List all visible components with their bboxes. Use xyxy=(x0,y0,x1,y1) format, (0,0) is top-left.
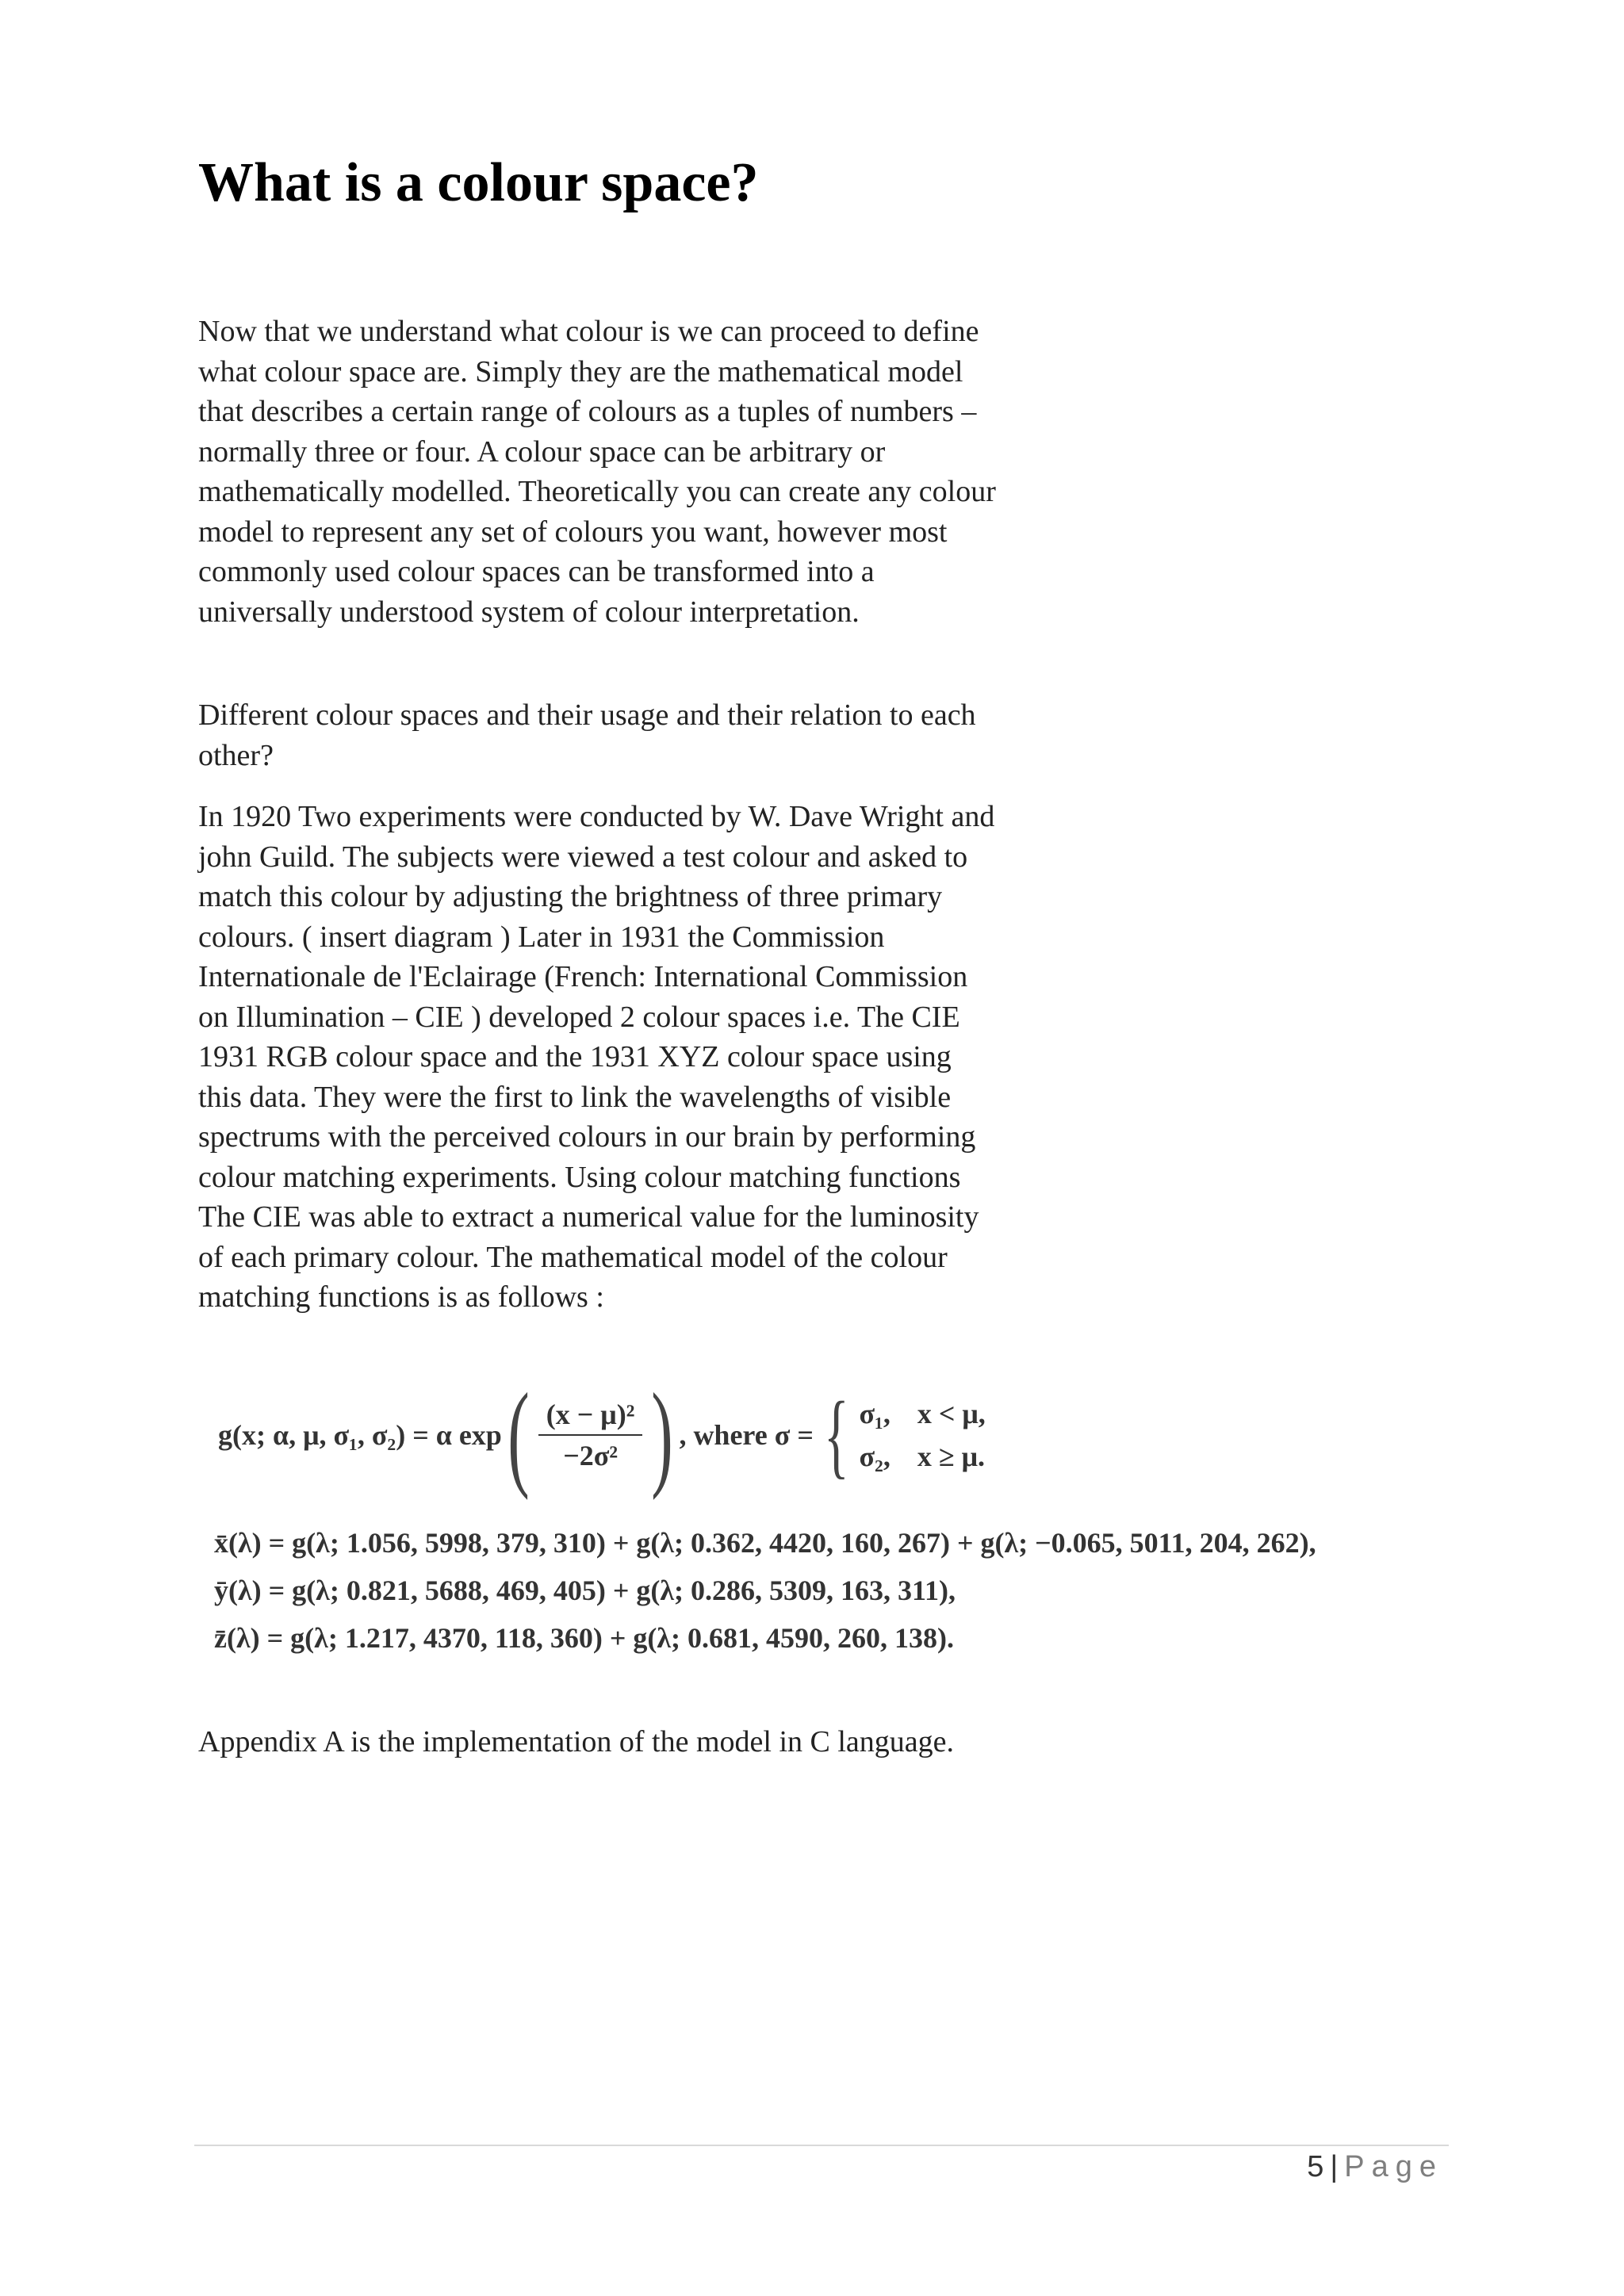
matching-functions xyxy=(214,1522,1316,1659)
page-title: What is a colour space? xyxy=(198,152,759,213)
paragraph-cie-history: In 1920 Two experiments were conducted by W. Dave Wright and john Guild. The subjects were viewed a test colour and asked to match this colour by adjusting the brightness of three primary colours. ( insert diagram ) Later in 1931 the Commission Internationale de l'Eclairage (French: International Commission on Illumination – CIE ) developed 2 colour spaces i.e. The CIE 1931 RGB colour space and the 1931 XYZ colour space using this data. They were the first to link the wavelengths of visible spectrums with the perceived colours in our brain by performing colour matching experiments. Using colour matching functions The CIE was able to extract a numerical value for the luminosity of each primary colour. The mathematical model of the colour matching functions is as follows : xyxy=(198,800,995,1314)
paragraph-appendix-note: Appendix A is the implementation of the model in C language. xyxy=(198,1725,955,1758)
matching-function-z: z̄(λ) = g(λ; 1.217, 4370, 118, 360) + g(λ; 0.681, 4590, 260, 138). xyxy=(214,1622,954,1654)
case-1-value: σ₁, xyxy=(859,1398,891,1429)
matching-function-x: x̄(λ) = g(λ; 1.056, 5998, 379, 310) + g(λ; 0.362, 4420, 160, 267) + g(λ; −0.065, 5011, 204, 262), xyxy=(214,1527,1316,1559)
paragraph-colour-space-question: Different colour spaces and their usage and their relation to each other? xyxy=(198,698,976,772)
formula-denominator: −2σ² xyxy=(563,1440,619,1471)
formula-case-2 xyxy=(859,1440,985,1473)
matching-function-y: ȳ(λ) = g(λ; 0.821, 5688, 469, 405) + g(λ; 0.286, 5309, 163, 311), xyxy=(214,1575,956,1606)
formula-cases xyxy=(859,1397,985,1473)
formula-open-paren: ( xyxy=(508,1369,530,1501)
formula-fraction xyxy=(538,1398,643,1472)
page-word: Page xyxy=(1344,2150,1443,2183)
page-footer xyxy=(1307,2150,1443,2184)
formula-brace: { xyxy=(823,1382,849,1487)
formula-case-1 xyxy=(859,1397,985,1430)
case-2-value: σ₂, xyxy=(859,1441,891,1472)
footer-divider xyxy=(194,2145,1449,2146)
case-1-condition: x < μ, xyxy=(917,1398,986,1429)
paragraph-colour-space-definition: Now that we understand what colour is we can proceed to define what colour space are. Simply they are the mathematical model that describes a certain range of colours as a tuples of numbers – normally three or four. A colour space can be arbitrary or mathematically modelled. Theoretically you can create any colour model to represent any set of colours you want, however most commonly used colour spaces can be transformed into a universally understood system of colour interpretation. xyxy=(198,315,996,629)
formula-where: , where σ = xyxy=(679,1419,814,1451)
page-separator: | xyxy=(1330,2150,1339,2183)
page-number: 5 xyxy=(1307,2150,1324,2183)
case-2-condition: x ≥ μ. xyxy=(917,1441,985,1472)
formula-numerator: (x − μ)² xyxy=(538,1398,643,1436)
formula-close-paren: ) xyxy=(651,1369,674,1501)
formula-lhs: g(x; α, μ, σ₁, σ₂) = α exp xyxy=(218,1419,502,1451)
gaussian-formula xyxy=(218,1369,986,1501)
